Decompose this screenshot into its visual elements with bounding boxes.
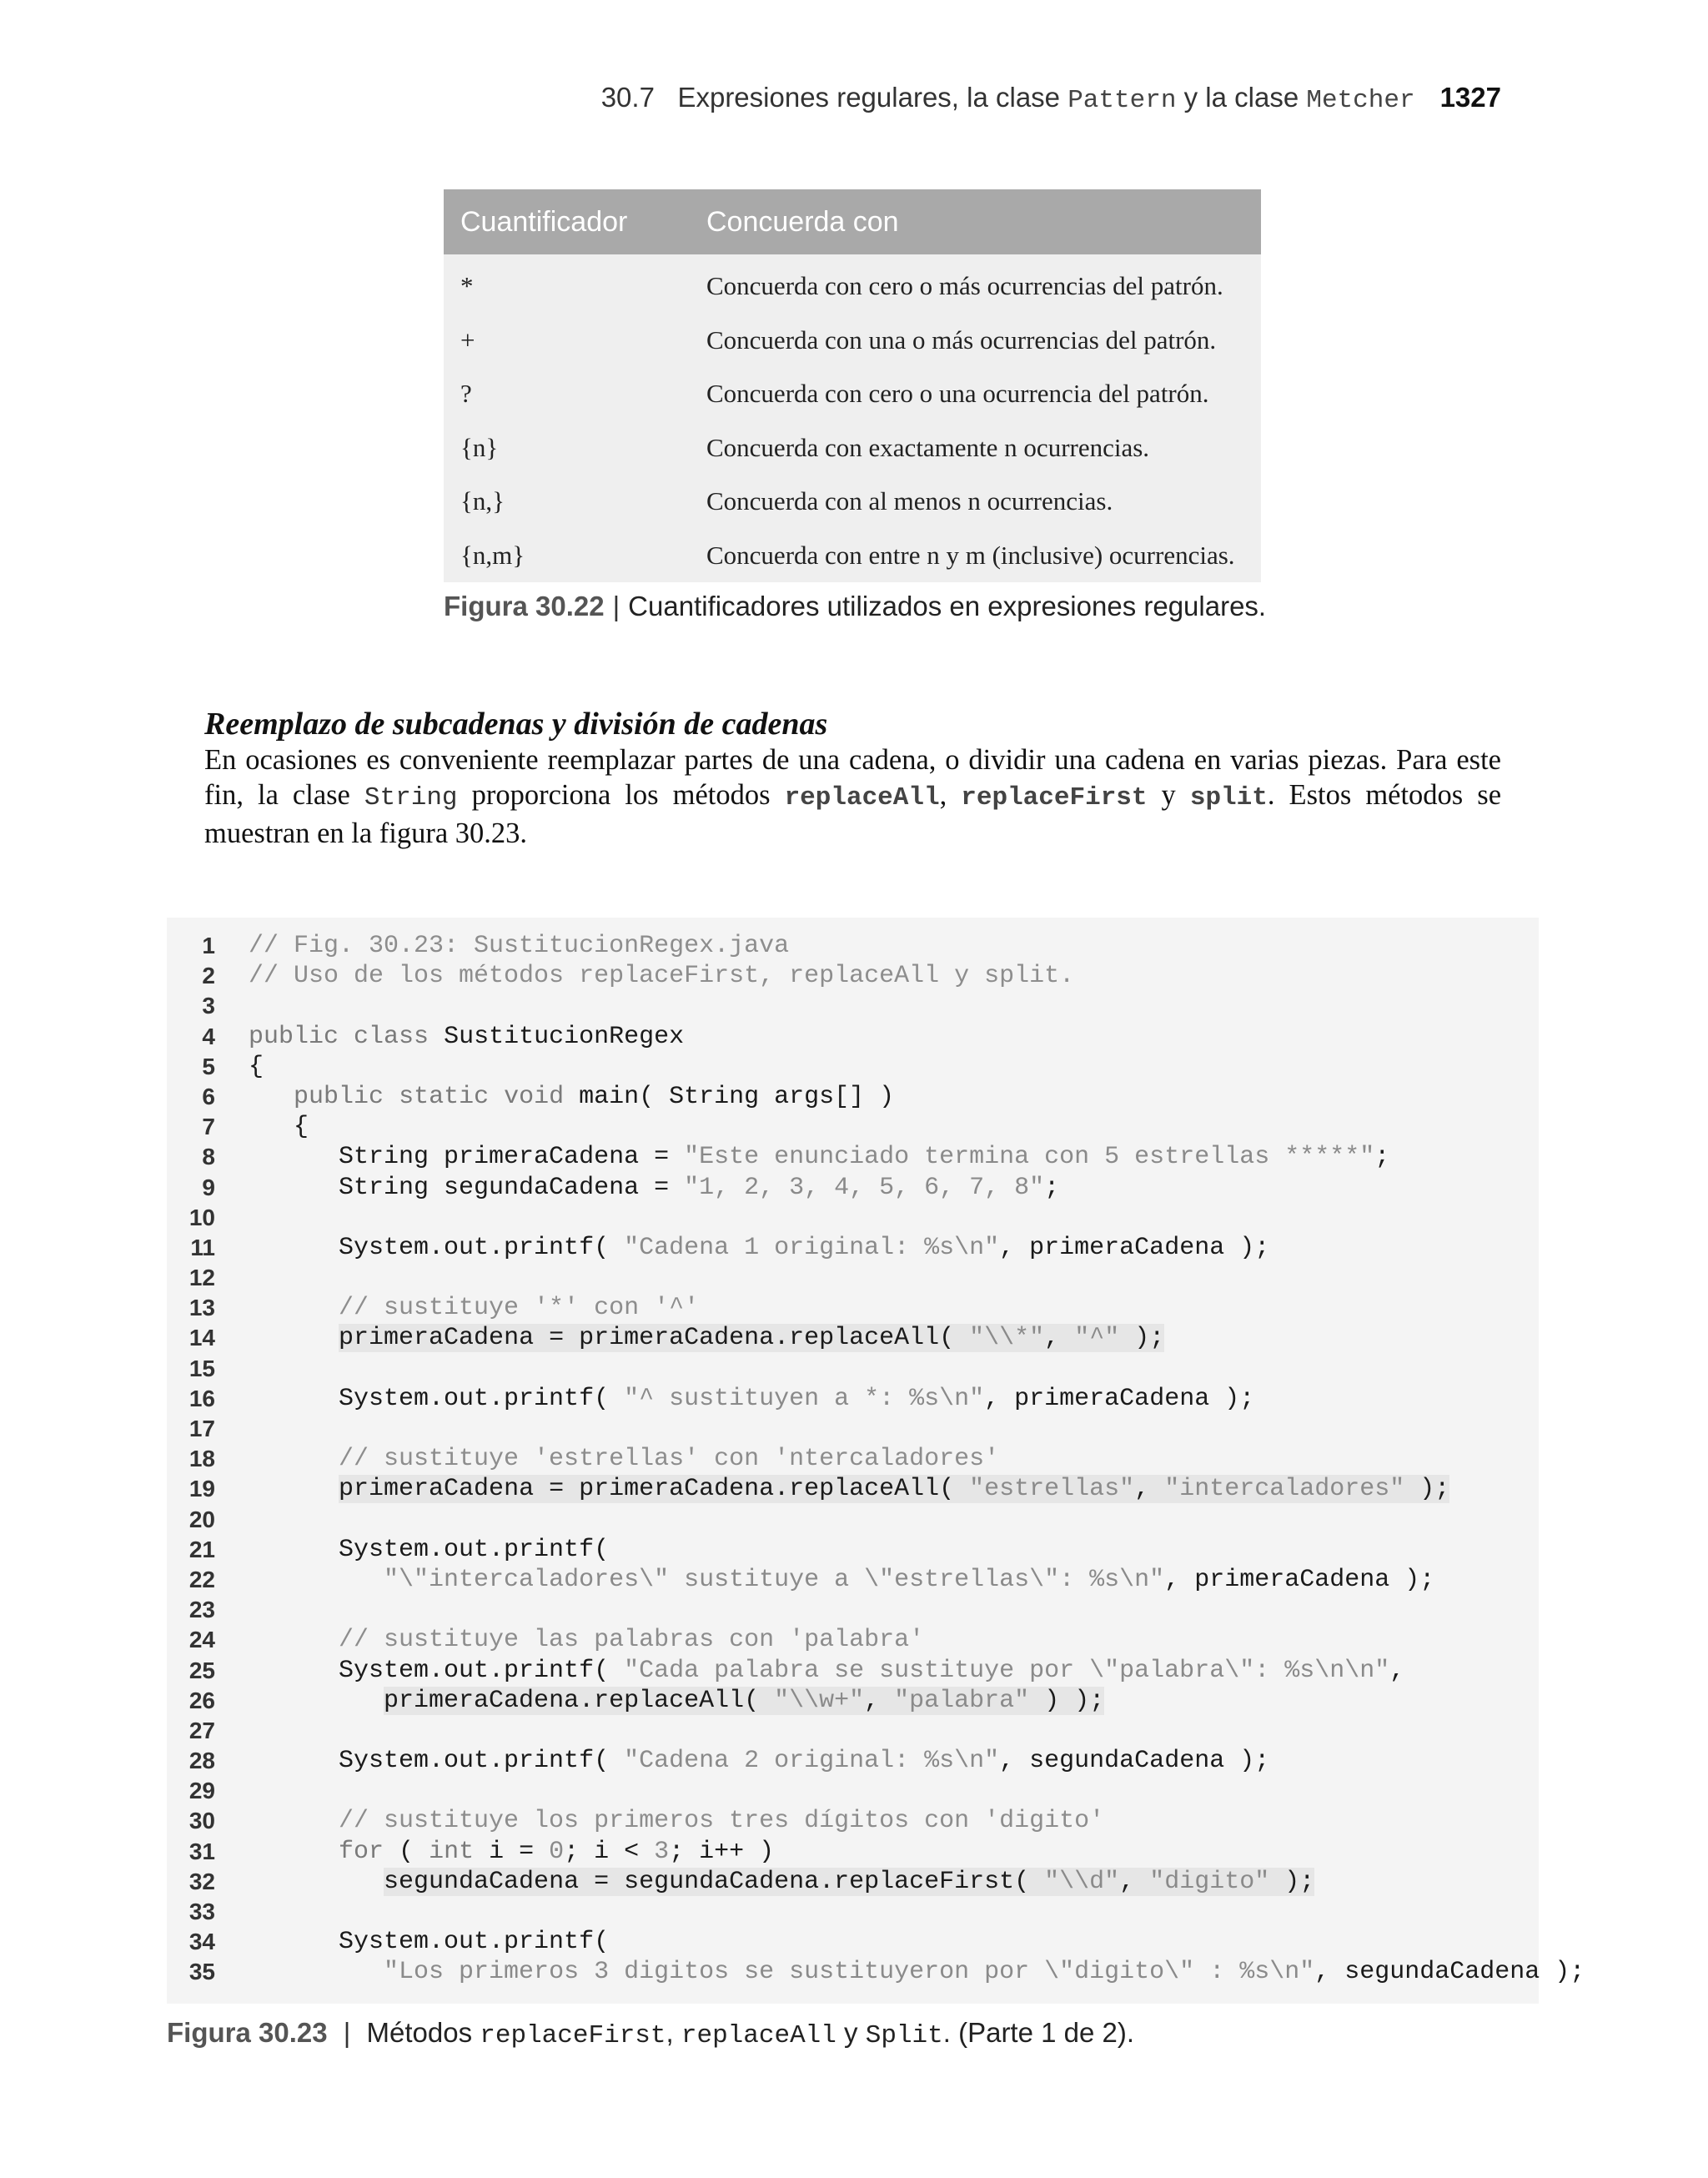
code-text: primeraCadena = primeraCadena.replaceAll( "estrellas", "intercaladores" ); <box>339 1475 1450 1504</box>
header-title-part1: Expresiones regulares, la clase <box>677 82 1061 113</box>
line-number: 19 <box>188 1476 215 1502</box>
line-number: 4 <box>202 1023 215 1049</box>
line-number: 6 <box>202 1083 215 1109</box>
figure-caption-30-23: Figura 30.23 | Métodos replaceFirst, replaceAll y Split. (Parte 1 de 2). <box>167 2017 1135 2050</box>
code-line <box>167 1293 1539 1323</box>
line-number: 32 <box>188 1868 215 1894</box>
code-text: String primeraCadena = "Este enunciado termina con 5 estrellas *****"; <box>249 1143 1390 1172</box>
code-line <box>167 1716 1539 1746</box>
line-number: 14 <box>188 1325 215 1351</box>
line-number: 28 <box>188 1748 215 1774</box>
code-line <box>167 1867 1539 1897</box>
code-line <box>167 1082 1539 1112</box>
column-header-matches: Concuerda con <box>706 189 1261 254</box>
description-cell: Concuerda con cero o una ocurrencia del patrón. <box>706 367 1261 421</box>
code-text: String segundaCadena = "1, 2, 3, 4, 5, 6, 7, 8"; <box>249 1173 1060 1202</box>
code-line <box>167 1656 1539 1686</box>
table-row <box>444 314 1261 368</box>
table-row <box>444 421 1261 475</box>
code-line <box>167 1323 1539 1353</box>
table-header-row <box>444 189 1261 254</box>
quantifier-cell: {n,m} <box>444 529 706 583</box>
inline-code-string: String <box>364 783 458 812</box>
code-line <box>167 1022 1539 1052</box>
code-line <box>167 1595 1539 1625</box>
code-line <box>167 1837 1539 1867</box>
code-line <box>167 931 1539 961</box>
line-number: 7 <box>202 1114 215 1140</box>
figure-label: Figura 30.23 <box>167 2017 328 2048</box>
line-number: 35 <box>188 1959 215 1985</box>
code-text: // sustituye los primeros tres dígitos con 'digito' <box>249 1807 1105 1836</box>
code-text: primeraCadena.replaceAll( "\\w+", "palabra" ) ); <box>384 1686 1105 1715</box>
code-line <box>167 1354 1539 1384</box>
code-text: for ( int i = 0; i < 3; i++ ) <box>339 1837 775 1866</box>
description-cell: Concuerda con al menos n ocurrencias. <box>706 475 1261 529</box>
caption-code-split: Split <box>865 2021 943 2050</box>
code-text: // sustituye las palabras con 'palabra' <box>249 1626 925 1655</box>
quantifier-cell: {n} <box>444 421 706 475</box>
code-text: primeraCadena = primeraCadena.replaceAll( "\\*", "^" ); <box>339 1324 1165 1353</box>
header-title-part2: y la clase <box>1183 82 1299 113</box>
line-number: 15 <box>188 1355 215 1381</box>
line-number: 24 <box>188 1627 215 1653</box>
description-cell: Concuerda con exactamente n ocurrencias. <box>706 421 1261 475</box>
code-text: // sustituye '*' con '^' <box>249 1294 700 1323</box>
quantifier-table <box>444 189 1261 582</box>
code-line <box>167 1203 1539 1233</box>
line-number: 10 <box>188 1204 215 1230</box>
body-paragraph: En ocasiones es conveniente reemplazar partes de una cadena, o dividir una cadena en varias piezas. Para este fin, la clase String proporciona los métodos replaceAll, replaceFirst y split. Estos métodos se muestran en la figura 30.23. <box>204 744 1502 849</box>
code-line <box>167 1625 1539 1655</box>
code-line <box>167 1565 1539 1595</box>
inline-code-split: split <box>1189 783 1268 812</box>
code-text: System.out.printf( <box>249 1535 610 1564</box>
line-number: 26 <box>188 1687 215 1713</box>
quantifier-cell: ? <box>444 367 706 421</box>
inline-code-replaceall: replaceAll <box>784 783 940 812</box>
line-number: 29 <box>188 1778 215 1804</box>
code-line <box>167 1746 1539 1776</box>
quantifier-cell: + <box>444 314 706 368</box>
code-line <box>167 1263 1539 1293</box>
code-text: "Los primeros 3 digitos se sustituyeron por \"digito\" : %s\n", segundaCadena ); <box>384 1958 1585 1987</box>
code-line <box>167 1384 1539 1414</box>
code-line <box>167 1535 1539 1565</box>
section-number: 30.7 <box>600 82 655 113</box>
section-heading: Reemplazo de subcadenas y división de cadenas <box>204 707 828 742</box>
table-row <box>444 529 1261 583</box>
line-number: 8 <box>202 1144 215 1170</box>
code-line <box>167 1444 1539 1474</box>
line-number: 12 <box>188 1265 215 1291</box>
code-line <box>167 1505 1539 1535</box>
page-number: 1327 <box>1439 82 1501 113</box>
figure-text: Cuantificadores utilizados en expresiones regulares. <box>628 591 1267 621</box>
description-cell: Concuerda con una o más ocurrencias del patrón. <box>706 314 1261 368</box>
code-text: // Uso de los métodos replaceFirst, replaceAll y split. <box>249 962 1075 991</box>
code-line <box>167 1776 1539 1806</box>
code-text: System.out.printf( "Cadena 2 original: %s\n", segundaCadena ); <box>249 1747 1270 1776</box>
code-text: "\"intercaladores\" sustituye a \"estrellas\": %s\n", primeraCadena ); <box>384 1565 1435 1594</box>
header-title-code1: Pattern <box>1068 86 1177 115</box>
line-number: 9 <box>202 1174 215 1200</box>
line-number: 34 <box>188 1929 215 1955</box>
code-line <box>167 1927 1539 1957</box>
line-number: 5 <box>202 1053 215 1079</box>
table-row <box>444 367 1261 421</box>
code-text: System.out.printf( <box>249 1928 610 1957</box>
table-row <box>444 475 1261 529</box>
code-line <box>167 991 1539 1021</box>
line-number: 20 <box>188 1506 215 1532</box>
line-number: 16 <box>188 1385 215 1411</box>
code-line <box>167 1233 1539 1263</box>
code-line <box>167 1686 1539 1716</box>
code-line <box>167 1414 1539 1444</box>
code-line <box>167 961 1539 991</box>
line-number: 17 <box>188 1416 215 1441</box>
code-line <box>167 1806 1539 1836</box>
inline-code-replacefirst: replaceFirst <box>961 783 1148 812</box>
line-number: 30 <box>188 1808 215 1834</box>
code-text: System.out.printf( "Cada palabra se sustituye por \"palabra\": %s\n\n", <box>249 1656 1405 1685</box>
line-number: 3 <box>202 993 215 1019</box>
running-header <box>0 82 1501 115</box>
line-number: 18 <box>188 1446 215 1472</box>
code-line <box>167 1173 1539 1203</box>
quantifier-cell: {n,} <box>444 475 706 529</box>
code-line <box>167 1112 1539 1142</box>
code-text: segundaCadena = segundaCadena.replaceFirst( "\\d", "digito" ); <box>384 1867 1315 1896</box>
code-text: { <box>249 1052 264 1081</box>
code-lines <box>167 931 1585 1988</box>
line-number: 13 <box>188 1295 215 1321</box>
code-text: public class SustitucionRegex <box>249 1022 685 1051</box>
code-line <box>167 1897 1539 1927</box>
table-row <box>444 254 1261 314</box>
line-number: 27 <box>188 1717 215 1743</box>
quantifier-cell: * <box>444 254 706 314</box>
line-number: 11 <box>190 1234 215 1260</box>
caption-code-replaceall: replaceAll <box>681 2021 836 2050</box>
code-line <box>167 1142 1539 1172</box>
code-line <box>167 1052 1539 1082</box>
line-number: 21 <box>188 1536 215 1562</box>
figure-caption-30-22: Figura 30.22 | Cuantificadores utilizados en expresiones regulares. <box>444 591 1267 621</box>
line-number: 2 <box>202 963 215 989</box>
code-text: // sustituye 'estrellas' con 'ntercaladores' <box>249 1445 1000 1474</box>
column-header-quantifier: Cuantificador <box>444 189 706 254</box>
line-number: 22 <box>188 1566 215 1592</box>
code-text: // Fig. 30.23: SustitucionRegex.java <box>249 932 790 960</box>
line-number: 33 <box>188 1899 215 1924</box>
code-text: public static void main( String args[] ) <box>294 1082 895 1111</box>
line-number: 23 <box>188 1597 215 1623</box>
code-text: System.out.printf( "^ sustituyen a *: %s\n", primeraCadena ); <box>249 1384 1255 1413</box>
line-number: 31 <box>188 1838 215 1864</box>
description-cell: Concuerda con entre n y m (inclusive) ocurrencias. <box>706 529 1261 583</box>
code-listing <box>167 918 1585 2004</box>
caption-code-replacefirst: replaceFirst <box>480 2021 666 2050</box>
line-number: 1 <box>202 933 215 958</box>
header-title-code2: Metcher <box>1306 86 1415 115</box>
code-line <box>167 1957 1585 1987</box>
description-cell: Concuerda con cero o más ocurrencias del patrón. <box>706 254 1261 314</box>
code-line <box>167 1474 1539 1504</box>
code-text: System.out.printf( "Cadena 1 original: %s\n", primeraCadena ); <box>249 1233 1270 1262</box>
code-text: { <box>249 1113 309 1142</box>
line-number: 25 <box>188 1657 215 1683</box>
figure-label: Figura 30.22 <box>444 591 605 621</box>
